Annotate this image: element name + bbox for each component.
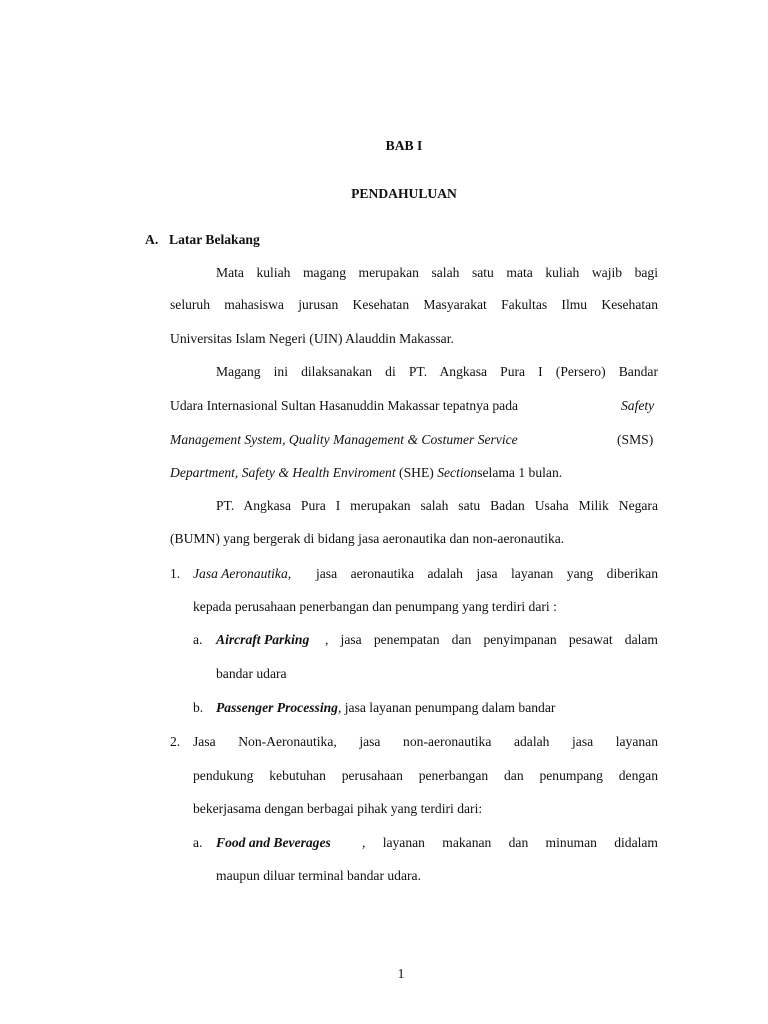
section-a-title: Latar Belakang bbox=[169, 232, 260, 247]
item-2a-term: Food and Beverages bbox=[216, 835, 331, 850]
item-2-line-1: Jasa Non-Aeronautika, jasa non-aeronautika adalah jasa layanan bbox=[193, 734, 658, 749]
item-1-number: 1. bbox=[170, 566, 181, 581]
p1-line-1: Mata kuliah magang merupakan salah satu mata kuliah wajib bagi bbox=[216, 265, 658, 280]
p2-line-2b: Safety bbox=[621, 398, 655, 413]
chapter-heading: BAB I bbox=[385, 138, 423, 153]
chapter-title: PENDAHULUAN bbox=[351, 186, 457, 201]
p2-line-1: Magang ini dilaksanakan di PT. Angkasa Pura I (Persero) Bandar bbox=[216, 364, 658, 379]
item-1b-line-1: , jasa layanan penumpang dalam bandar bbox=[337, 700, 556, 715]
item-1a-line-2: bandar udara bbox=[216, 666, 287, 681]
p2-line-2a: Udara Internasional Sultan Hasanuddin Makassar tepatnya pada bbox=[170, 398, 519, 413]
p2-line-4d: selama 1 bulan. bbox=[477, 465, 563, 480]
item-1a-marker: a. bbox=[193, 632, 203, 647]
item-1-term: Jasa Aeronautika, bbox=[193, 566, 292, 581]
item-1b-marker: b. bbox=[193, 700, 204, 715]
p2-line-4c: Section bbox=[437, 465, 478, 480]
p1-line-3: Universitas Islam Negeri (UIN) Alauddin Makassar. bbox=[170, 331, 454, 346]
item-2-line-3: bekerjasama dengan berbagai pihak yang terdiri dari: bbox=[193, 801, 483, 816]
p2-line-3a: Management System, Quality Management & Costumer Service bbox=[170, 432, 518, 447]
item-2-number: 2. bbox=[170, 734, 181, 749]
page-number: 1 bbox=[397, 966, 405, 981]
item-2a-line-1: , layanan makanan dan minuman didalam bbox=[362, 835, 658, 850]
item-2a-line-2: maupun diluar terminal bandar udara. bbox=[216, 868, 421, 883]
section-a-marker: A. bbox=[145, 232, 159, 247]
item-2-line-2: pendukung kebutuhan perusahaan penerbangan dan penumpang dengan bbox=[193, 768, 658, 783]
p3-line-1: PT. Angkasa Pura I merupakan salah satu Badan Usaha Milik Negara bbox=[216, 498, 658, 513]
p2-line-4b: (SHE) bbox=[399, 465, 434, 480]
item-2a-marker: a. bbox=[193, 835, 203, 850]
item-1-line-1: jasa aeronautika adalah jasa layanan yang diberikan bbox=[316, 566, 658, 581]
item-1b-term: Passenger Processing bbox=[216, 700, 338, 715]
item-1b-text bbox=[216, 699, 555, 717]
p2-line-4 bbox=[170, 464, 562, 482]
p2-line-3b: (SMS) bbox=[617, 432, 654, 447]
item-1a-line-1: , jasa penempatan dan penyimpanan pesawat dalam bbox=[325, 632, 658, 647]
p3-line-2: (BUMN) yang bergerak di bidang jasa aeronautika dan non-aeronautika. bbox=[170, 531, 565, 546]
item-1a-term: Aircraft Parking bbox=[216, 632, 310, 647]
p1-line-2: seluruh mahasiswa jurusan Kesehatan Masyarakat Fakultas Ilmu Kesehatan bbox=[170, 297, 658, 312]
p2-line-4a: Department, Safety & Health Enviroment bbox=[170, 465, 396, 480]
item-1-line-2: kepada perusahaan penerbangan dan penumpang yang terdiri dari : bbox=[193, 599, 557, 614]
